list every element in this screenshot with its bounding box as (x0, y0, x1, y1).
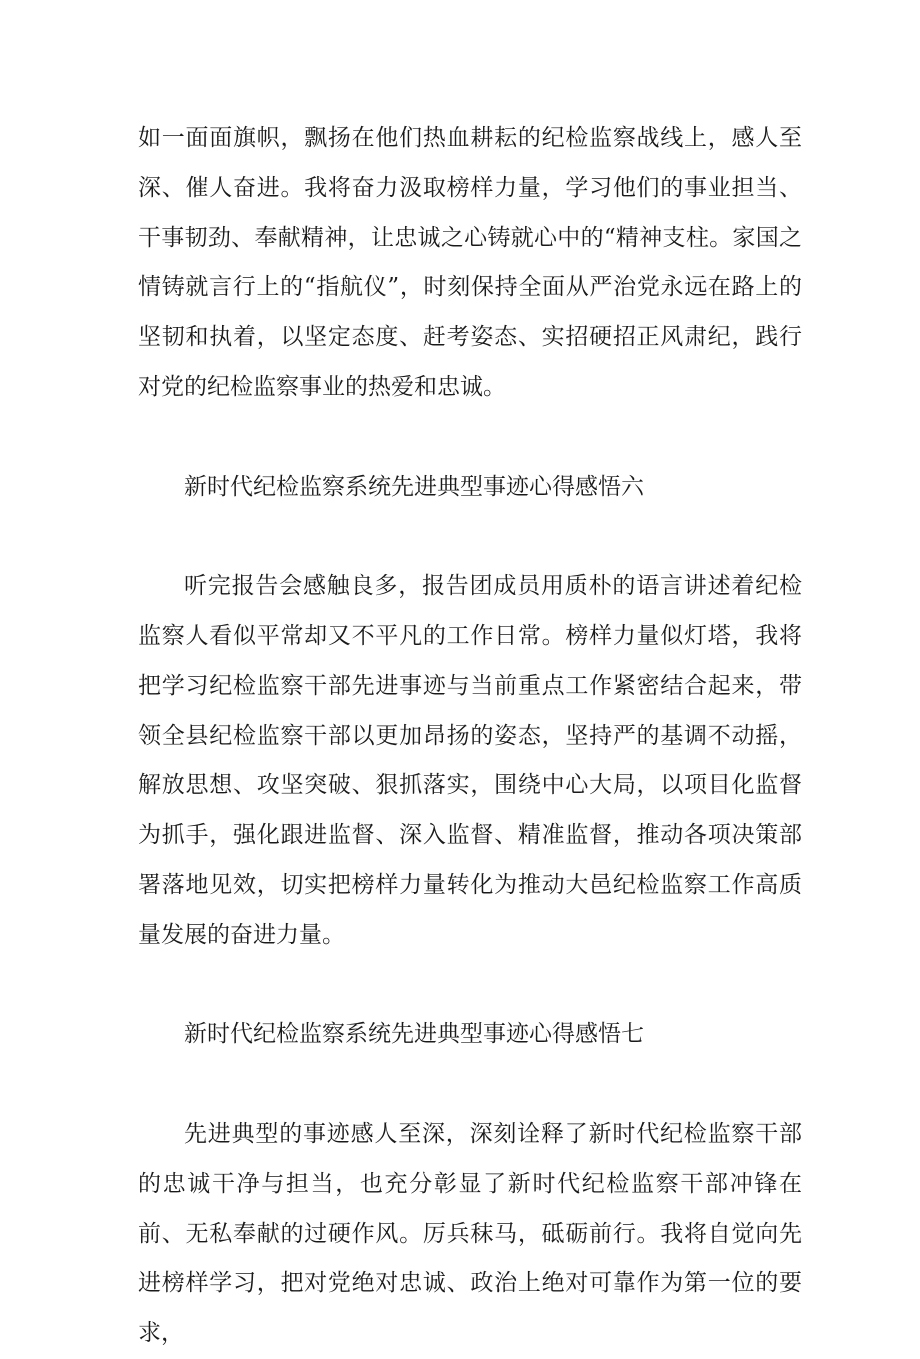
paragraph-continued: 如一面面旗帜，飘扬在他们热血耕耘的纪检监察战线上，感人至深、催人奋进。我将奋力汲取榜样力量，学习他们的事业担当、干事韧劲、奉献精神，让忠诚之心铸就心中的“精神支柱。家国之情铸就言行上的“指航仪”，时刻保持全面从严治党永远在路上的坚韧和执着，以坚定态度、赶考姿态、实招硬招正风肃纪，践行对党的纪检监察事业的热爱和忠诚。 (138, 125, 802, 400)
paragraph-gap (138, 961, 802, 1011)
section-heading-seven: 新时代纪检监察系统先进典型事迹心得感悟七 (184, 1021, 644, 1048)
paragraph-seven: 先进典型的事迹感人至深，深刻诠释了新时代纪检监察干部的忠诚干净与担当，也充分彰显了新时代纪检监察干部冲锋在前、无私奉献的过硬作风。厉兵秣马，砥砺前行。我将自觉向先进榜样学习，把对党绝对忠诚、政治上绝对可靠作为第一位的要求， (138, 1120, 802, 1347)
paragraph-six: 听完报告会感触良多，报告团成员用质朴的语言讲述着纪检监察人看似平常却又不平凡的工作日常。榜样力量似灯塔，我将把学习纪检监察干部先进事迹与当前重点工作紧密结合起来，带领全县纪检监察干部以更加昂扬的姿态，坚持严的基调不动摇，解放思想、攻坚突破、狠抓落实，围绕中心大局，以项目化监督为抓手，强化跟进监督、深入监督、精准监督，推动各项决策部署落地见效，切实把榜样力量转化为推动大邑纪检监察工作高质量发展的奋进力量。 (138, 573, 802, 948)
document-body (138, 114, 802, 1359)
paragraph-gap (138, 512, 802, 562)
paragraph-gap (138, 413, 802, 463)
section-heading-six: 新时代纪检监察系统先进典型事迹心得感悟六 (184, 473, 644, 500)
paragraph-gap (138, 1060, 802, 1110)
